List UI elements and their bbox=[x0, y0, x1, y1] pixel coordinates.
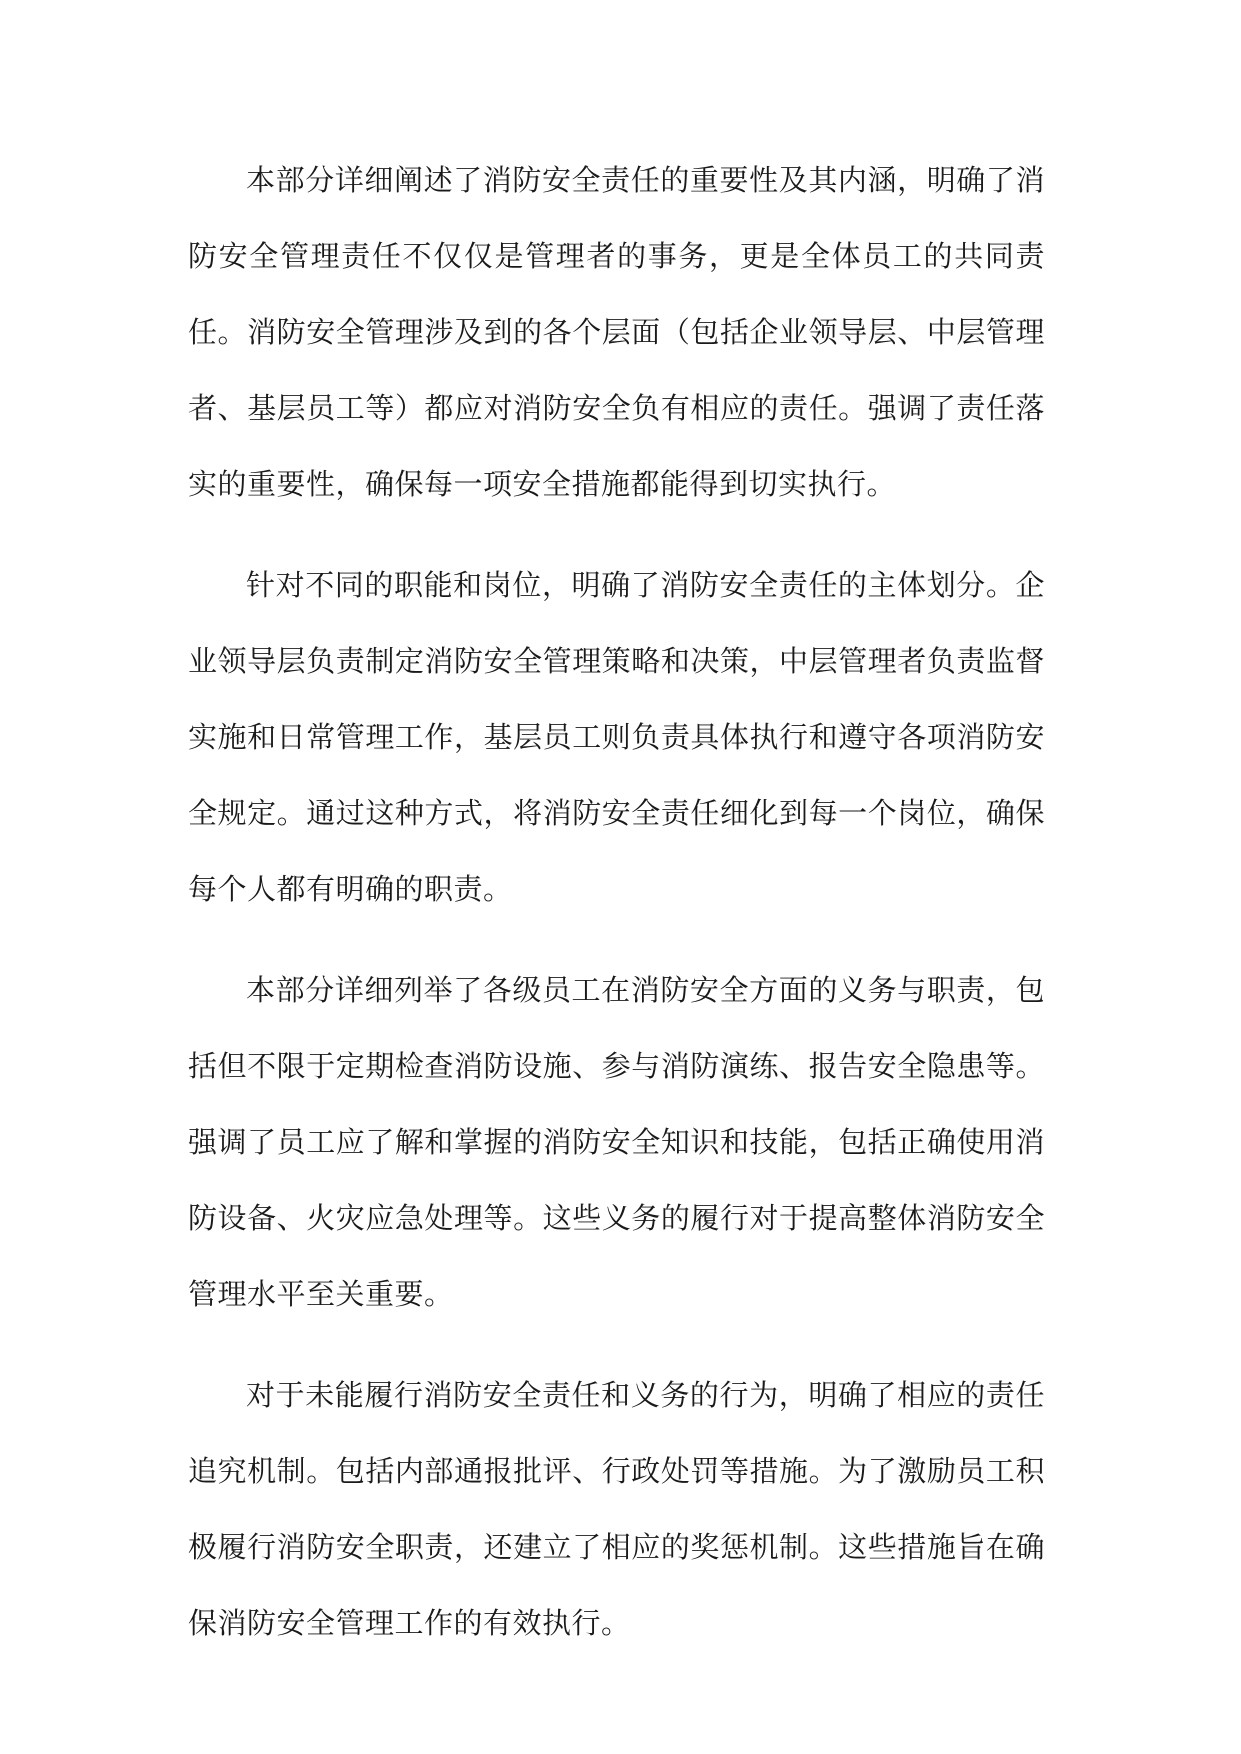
paragraph-accountability: 对于未能履行消防安全责任和义务的行为，明确了相应的责任追究机制。包括内部通报批评、行政处罚等措施。为了激励员工积极履行消防安全职责，还建立了相应的奖惩机制。这些措施旨在确保消防安全管理工作的有效执行。 bbox=[188, 1378, 1045, 1640]
paragraph-responsibility-importance: 本部分详细阐述了消防安全责任的重要性及其内涵，明确了消防安全管理责任不仅仅是管理者的事务，更是全体员工的共同责任。消防安全管理涉及到的各个层面（包括企业领导层、中层管理者、基层员工等）都应对消防安全负有相应的责任。强调了责任落实的重要性，确保每一项安全措施都能得到切实执行。 bbox=[188, 163, 1045, 501]
paragraph-responsibility-division: 针对不同的职能和岗位，明确了消防安全责任的主体划分。企业领导层负责制定消防安全管理策略和决策，中层管理者负责监督实施和日常管理工作，基层员工则负责具体执行和遵守各项消防安全规定。通过这种方式，将消防安全责任细化到每一个岗位，确保每个人都有明确的职责。 bbox=[188, 568, 1045, 906]
paragraph-employee-duties: 本部分详细列举了各级员工在消防安全方面的义务与职责，包括但不限于定期检查消防设施、参与消防演练、报告安全隐患等。强调了员工应了解和掌握的消防安全知识和技能，包括正确使用消防设备、火灾应急处理等。这些义务的履行对于提高整体消防安全管理水平至关重要。 bbox=[188, 973, 1045, 1311]
